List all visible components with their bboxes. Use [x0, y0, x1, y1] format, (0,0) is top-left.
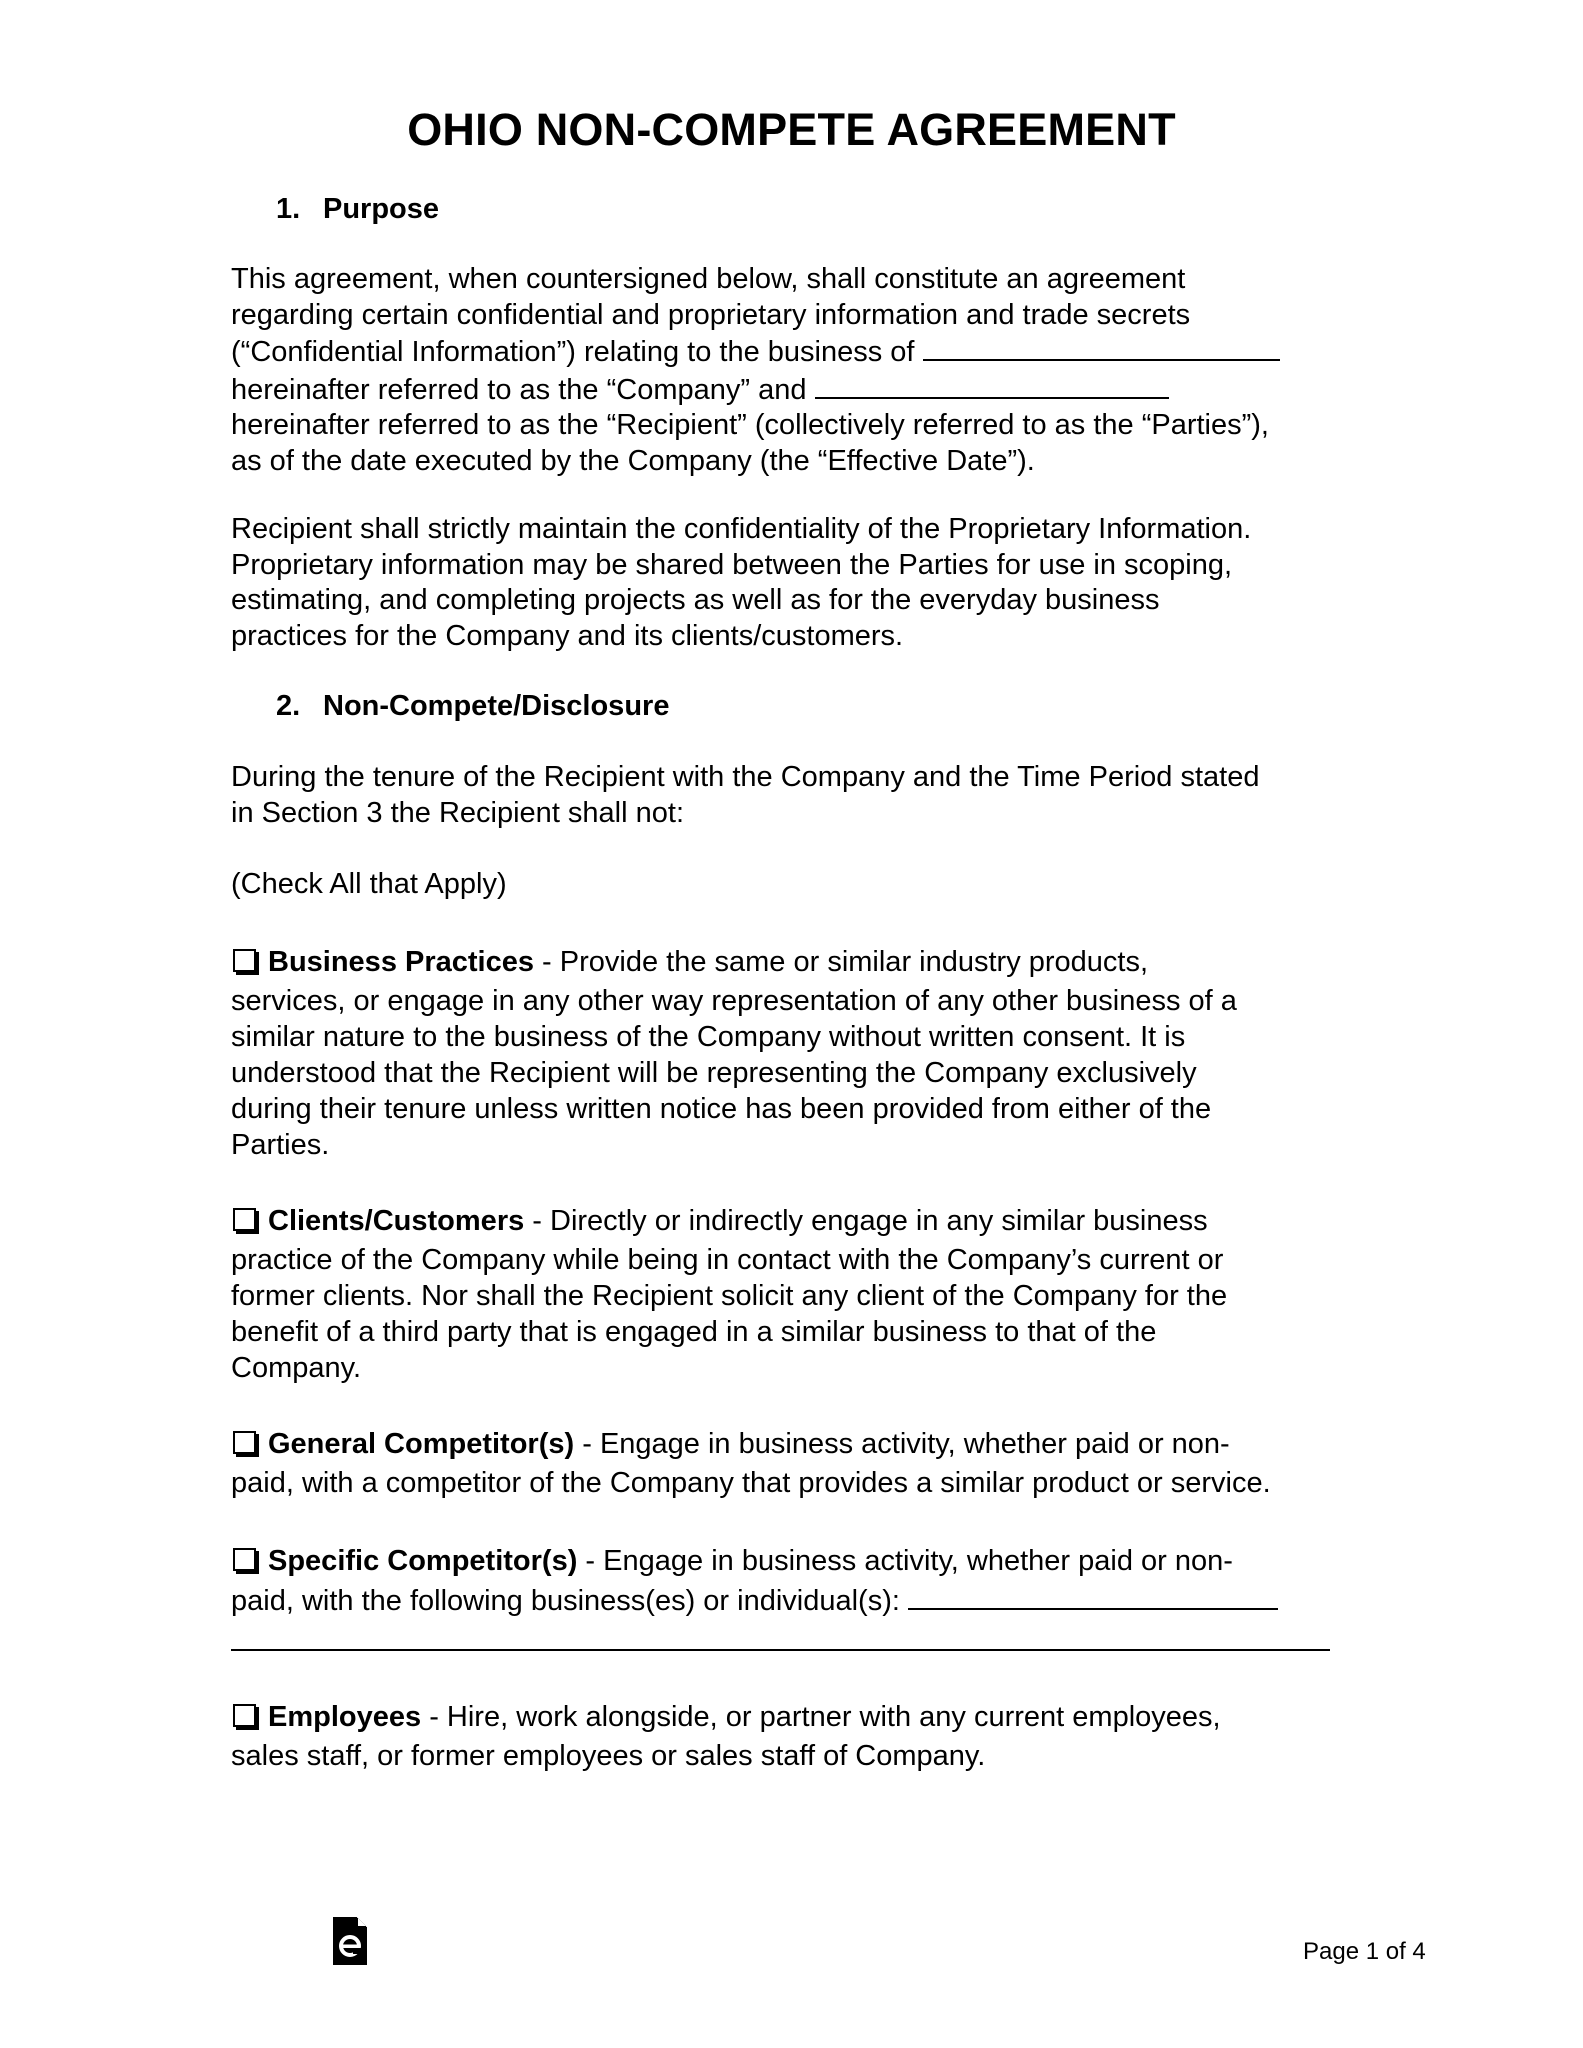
checkbox-specific-competitors[interactable]	[233, 1548, 256, 1571]
option-first-line	[231, 1697, 1361, 1738]
text-line: understood that the Recipient will be representing the Company exclusively	[231, 1057, 1197, 1089]
option-text: - Directly or indirectly engage in any similar business	[524, 1205, 1208, 1237]
option-first-line	[231, 1201, 1361, 1242]
section-1-heading	[276, 193, 439, 226]
option-specific-competitors	[231, 1541, 1361, 1651]
text-line: Parties.	[231, 1129, 330, 1161]
text-line-content: hereinafter referred to as the “Company” and	[231, 373, 807, 406]
section-number: 1.	[276, 193, 301, 225]
section-2-heading	[276, 690, 669, 723]
option-business-practices	[231, 942, 1361, 1163]
page-number: Page 1 of 4	[1303, 1938, 1426, 1965]
option-first-line	[231, 1424, 1361, 1465]
section-title: Non-Compete/Disclosure	[323, 690, 670, 722]
text-line: Company.	[231, 1352, 362, 1384]
text-line: practices for the Company and its clients/customers.	[231, 619, 904, 652]
purpose-paragraph-1	[231, 262, 1361, 479]
competitor-names-blank-line-2[interactable]	[231, 1619, 1330, 1651]
section-number: 2.	[276, 690, 301, 722]
text-line: during their tenure unless written notice has been provided from either of the	[231, 1093, 1212, 1125]
option-first-line	[231, 1541, 1361, 1582]
option-general-competitors	[231, 1424, 1361, 1501]
text-line: This agreement, when countersigned below, shall constitute an agreement	[231, 263, 1186, 295]
option-employees	[231, 1697, 1361, 1774]
checkbox-employees[interactable]	[233, 1704, 256, 1727]
checkbox-general-competitors[interactable]	[233, 1431, 256, 1454]
option-clients-customers	[231, 1201, 1361, 1386]
text-line: sales staff, or former employees or sales staff of Company.	[231, 1740, 986, 1772]
text-line: practice of the Company while being in contact with the Company’s current or	[231, 1244, 1224, 1276]
recipient-name-blank[interactable]	[815, 371, 1169, 399]
option-label: Clients/Customers	[268, 1205, 525, 1237]
checkbox-clients-customers[interactable]	[233, 1208, 256, 1231]
text-line: Recipient shall strictly maintain the confidentiality of the Proprietary Information.	[231, 513, 1252, 545]
option-text: - Engage in business activity, whether paid or non-	[574, 1428, 1230, 1460]
option-text: - Provide the same or similar industry products,	[533, 946, 1149, 978]
text-line	[231, 333, 1361, 371]
company-name-blank[interactable]	[923, 333, 1280, 361]
non-compete-intro	[231, 760, 1361, 831]
text-line: During the tenure of the Recipient with the Company and the Time Period stated	[231, 761, 1260, 793]
text-line: as of the date executed by the Company (the “Effective Date”).	[231, 444, 1035, 477]
option-label: Employees	[268, 1701, 422, 1733]
eforms-logo-icon	[333, 1917, 367, 1965]
text-line: services, or engage in any other way representation of any other business of a	[231, 985, 1237, 1017]
check-all-note: (Check All that Apply)	[231, 868, 507, 900]
text-line: similar nature to the business of the Company without written consent. It is	[231, 1021, 1186, 1053]
document-title: OHIO NON-COMPETE AGREEMENT	[407, 104, 1176, 155]
text-line: former clients. Nor shall the Recipient solicit any client of the Company for the	[231, 1280, 1228, 1312]
text-line-content: (“Confidential Information”) relating to the business of	[231, 336, 915, 368]
text-line: Proprietary information may be shared between the Parties for use in scoping,	[231, 548, 1233, 581]
text-line	[231, 371, 1361, 409]
text-line	[231, 1582, 1361, 1619]
section-title: Purpose	[323, 193, 440, 225]
checkbox-business-practices[interactable]	[233, 949, 256, 972]
text-line: paid, with a competitor of the Company that provides a similar product or service.	[231, 1467, 1271, 1499]
option-label: Business Practices	[268, 946, 534, 978]
text-line: in Section 3 the Recipient shall not:	[231, 796, 684, 829]
option-label: Specific Competitor(s)	[268, 1545, 578, 1577]
option-text: - Engage in business activity, whether paid or non-	[577, 1545, 1233, 1577]
competitor-names-blank[interactable]	[908, 1582, 1278, 1610]
text-line: regarding certain confidential and proprietary information and trade secrets	[231, 298, 1191, 331]
text-line: estimating, and completing projects as well as for the everyday business	[231, 584, 1160, 616]
option-first-line	[231, 942, 1361, 983]
purpose-paragraph-2	[231, 512, 1361, 654]
text-line: hereinafter referred to as the “Recipient” (collectively referred to as the “Parties”),	[231, 409, 1269, 441]
text-line-content: paid, with the following business(es) or individual(s):	[231, 1585, 900, 1617]
option-text: - Hire, work alongside, or partner with any current employees,	[421, 1701, 1221, 1733]
option-label: General Competitor(s)	[268, 1428, 575, 1460]
text-line: benefit of a third party that is engaged in a similar business to that of the	[231, 1316, 1157, 1348]
